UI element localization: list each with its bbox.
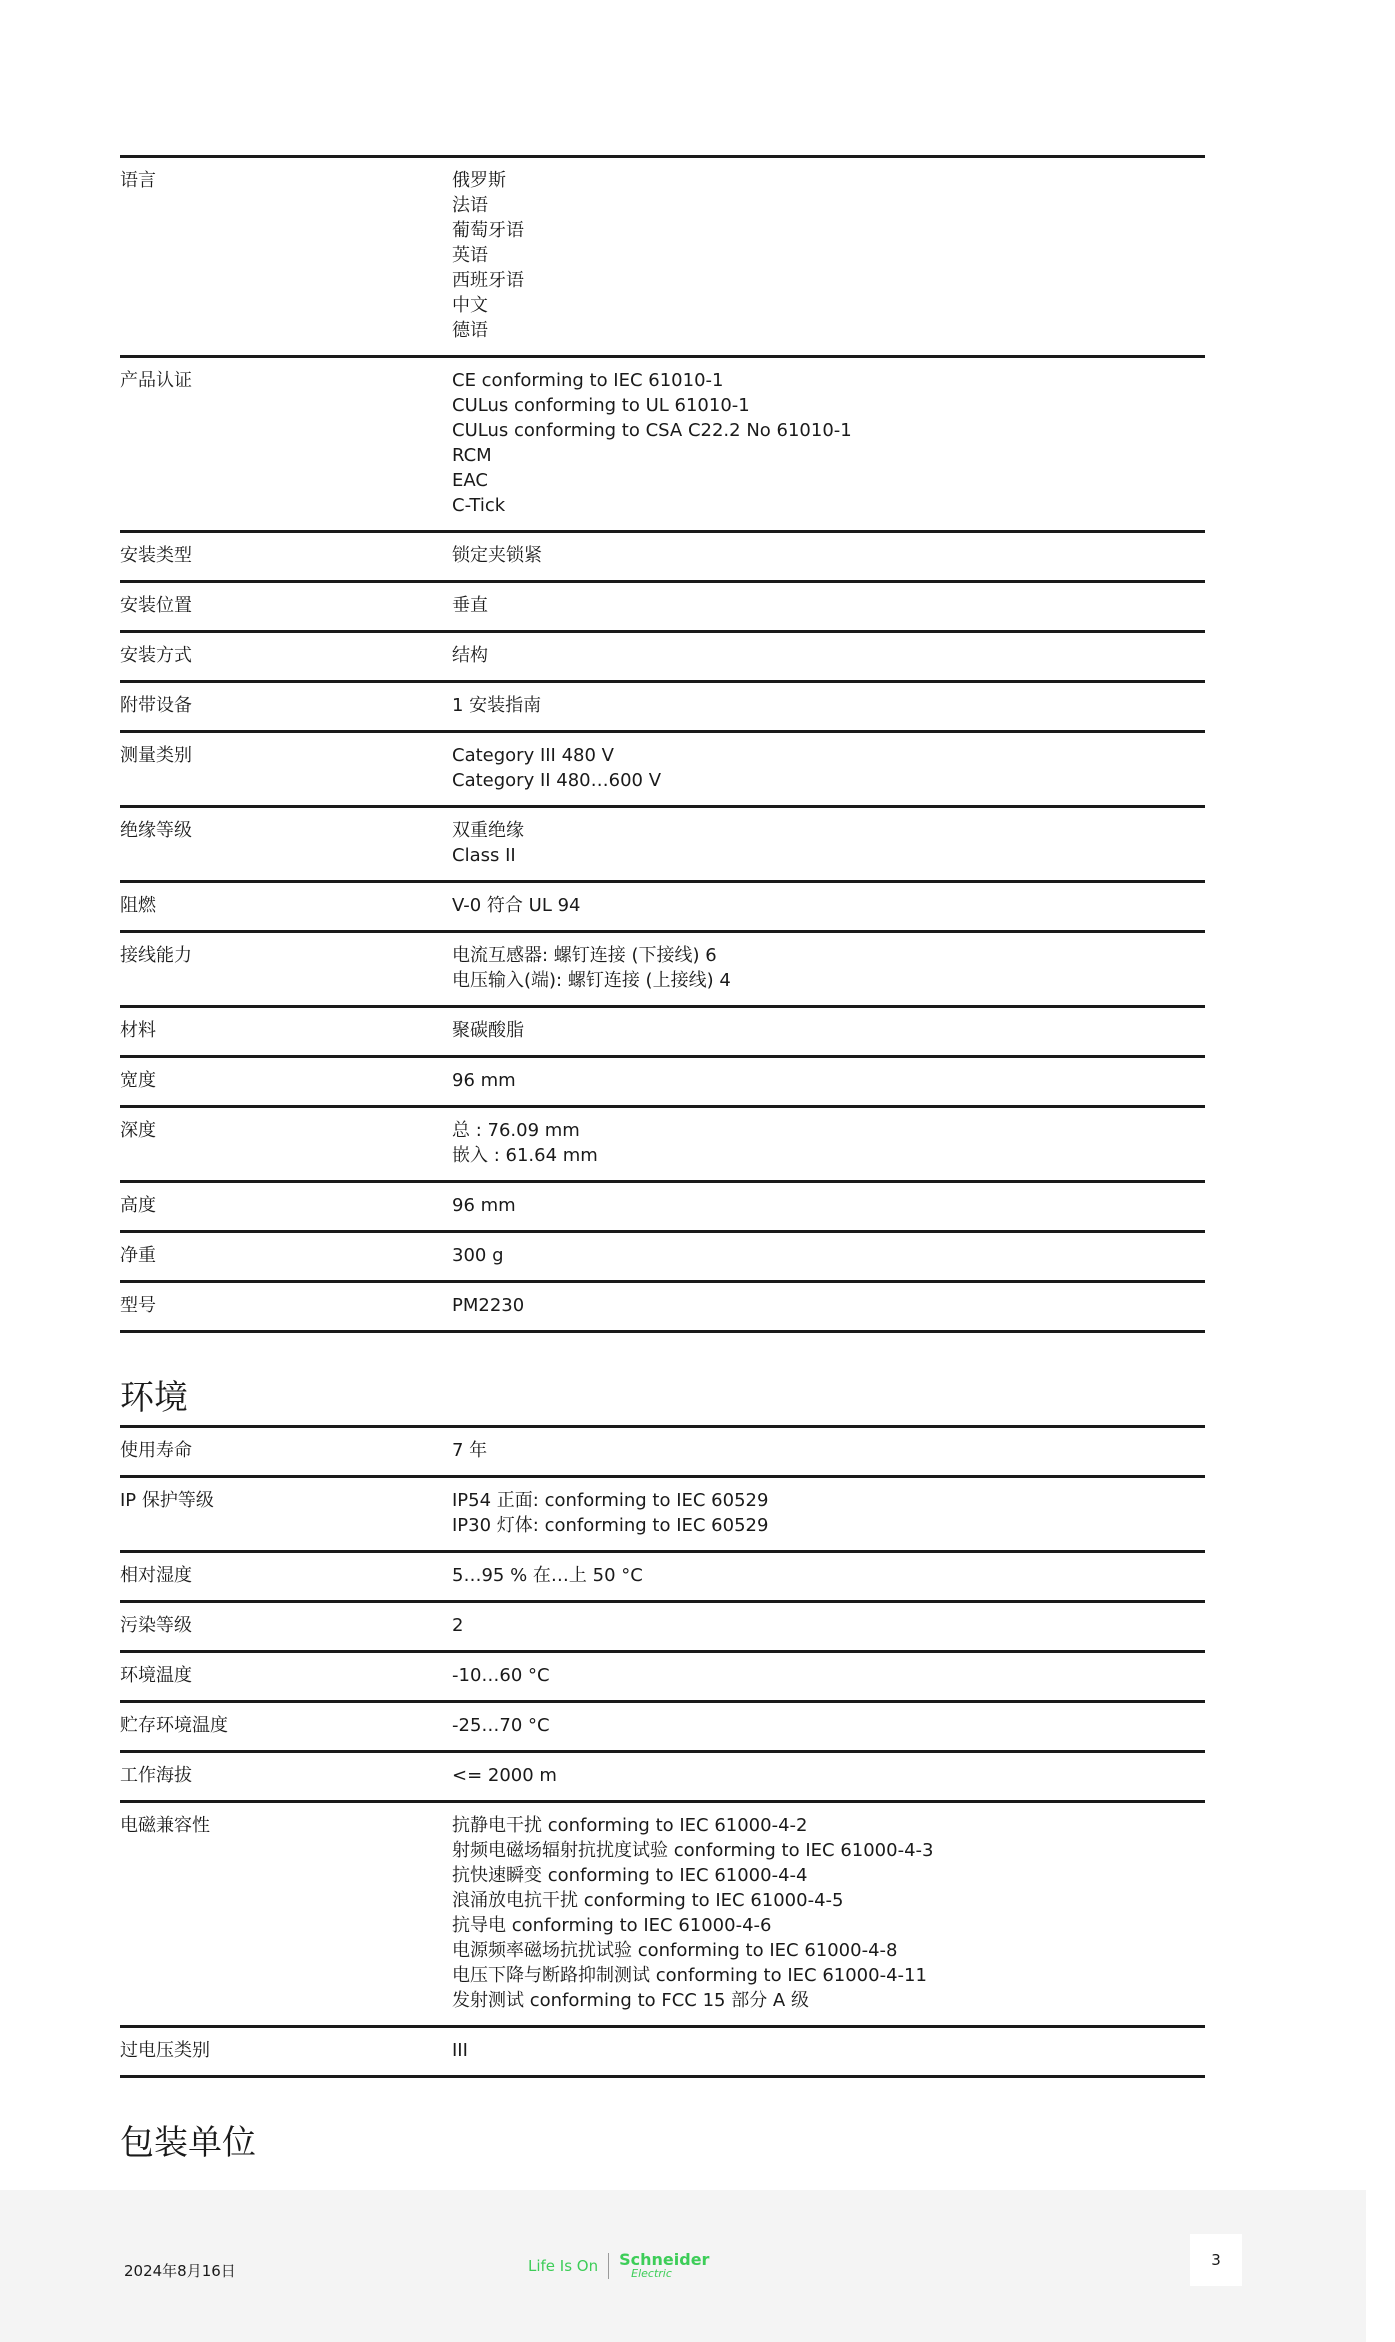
spec-value: EAC	[452, 470, 488, 491]
spec-value: <= 2000 m	[452, 1765, 557, 1786]
spec-values	[452, 1813, 1205, 2013]
spec-value: 德语	[452, 320, 488, 341]
spec-row	[120, 158, 1205, 358]
brand-logo	[528, 2252, 709, 2279]
spec-values	[452, 1293, 1205, 1318]
spec-value: 抗快速瞬变 conforming to IEC 61000-4-4	[452, 1865, 808, 1886]
section-title-environment: 环境	[120, 1378, 188, 1418]
spec-value: CE conforming to IEC 61010-1	[452, 370, 724, 391]
spec-row	[120, 358, 1205, 533]
spec-label: 安装类型	[120, 545, 192, 566]
spec-value: V-0 符合 UL 94	[452, 895, 581, 916]
spec-row	[120, 1603, 1205, 1653]
spec-value: 射频电磁场辐射抗扰度试验 conforming to IEC 61000-4-3	[452, 1840, 934, 1861]
spec-values	[452, 1068, 1205, 1093]
spec-value: 锁定夹锁紧	[452, 545, 542, 566]
spec-value: C-Tick	[452, 495, 506, 516]
spec-values	[452, 1613, 1205, 1638]
brand-divider	[608, 2253, 609, 2279]
spec-label: 语言	[120, 170, 156, 191]
spec-label: 贮存环境温度	[120, 1715, 228, 1736]
spec-value: Class II	[452, 845, 516, 866]
spec-value: 垂直	[452, 595, 488, 616]
spec-value: 96 mm	[452, 1195, 516, 1216]
spec-label: 附带设备	[120, 695, 192, 716]
spec-values	[452, 2038, 1205, 2063]
spec-label: 高度	[120, 1195, 156, 1216]
spec-row	[120, 1703, 1205, 1753]
spec-value: CULus conforming to UL 61010-1	[452, 395, 750, 416]
page-number: 3	[1190, 2234, 1242, 2286]
spec-row	[120, 533, 1205, 583]
spec-label: 相对湿度	[120, 1565, 192, 1586]
spec-row	[120, 1183, 1205, 1233]
section-title-packaging: 包装单位	[120, 2123, 256, 2163]
spec-value: 7 年	[452, 1440, 488, 1461]
spec-row	[120, 2028, 1205, 2078]
spec-value: Category III 480 V	[452, 745, 614, 766]
footer-date: 2024年8月16日	[124, 2262, 236, 2280]
spec-value: 电流互感器: 螺钉连接 (下接线) 6	[452, 945, 717, 966]
spec-value: 浪涌放电抗干扰 conforming to IEC 61000-4-5	[452, 1890, 844, 1911]
spec-value: Category II 480…600 V	[452, 770, 662, 791]
spec-values	[452, 1243, 1205, 1268]
spec-value: 1 安装指南	[452, 695, 542, 716]
spec-value: 英语	[452, 245, 488, 266]
spec-value: 西班牙语	[452, 270, 524, 291]
spec-table-environment	[120, 1425, 1205, 2078]
spec-row	[120, 1008, 1205, 1058]
spec-value: 300 g	[452, 1245, 504, 1266]
spec-value: 5…95 % 在…上 50 °C	[452, 1565, 643, 1586]
spec-row	[120, 583, 1205, 633]
spec-value: -25…70 °C	[452, 1715, 550, 1736]
spec-row	[120, 1058, 1205, 1108]
spec-values	[452, 643, 1205, 668]
spec-label: 产品认证	[120, 370, 192, 391]
spec-row	[120, 1108, 1205, 1183]
spec-label: 绝缘等级	[120, 820, 192, 841]
spec-value: 96 mm	[452, 1070, 516, 1091]
spec-row	[120, 733, 1205, 808]
spec-label: 污染等级	[120, 1615, 192, 1636]
spec-value: 结构	[452, 645, 488, 666]
spec-label: 材料	[120, 1020, 156, 1041]
spec-values	[452, 1563, 1205, 1588]
spec-values	[452, 593, 1205, 618]
spec-values	[452, 693, 1205, 718]
spec-row	[120, 683, 1205, 733]
spec-values	[452, 818, 1205, 868]
spec-value: 双重绝缘	[452, 820, 524, 841]
spec-row	[120, 883, 1205, 933]
spec-value: 发射测试 conforming to FCC 15 部分 A 级	[452, 1990, 809, 2011]
spec-row	[120, 633, 1205, 683]
spec-value: 电源频率磁场抗扰试验 conforming to IEC 61000-4-8	[452, 1940, 898, 1961]
spec-label: 深度	[120, 1120, 156, 1141]
schneider-logo	[619, 2252, 709, 2279]
spec-values	[452, 1763, 1205, 1788]
spec-label: 接线能力	[120, 945, 192, 966]
spec-row	[120, 808, 1205, 883]
spec-label: 净重	[120, 1245, 156, 1266]
spec-label: 使用寿命	[120, 1440, 192, 1461]
spec-row	[120, 1233, 1205, 1283]
spec-row	[120, 933, 1205, 1008]
spec-value: IP54 正面: conforming to IEC 60529	[452, 1490, 769, 1511]
spec-value: 抗导电 conforming to IEC 61000-4-6	[452, 1915, 772, 1936]
spec-values	[452, 1438, 1205, 1463]
spec-values	[452, 943, 1205, 993]
spec-value: RCM	[452, 445, 492, 466]
spec-values	[452, 893, 1205, 918]
logo-line-2: Electric	[631, 2267, 672, 2280]
spec-values	[452, 1663, 1205, 1688]
spec-value: III	[452, 2040, 468, 2061]
spec-label: 宽度	[120, 1070, 156, 1091]
spec-label: 安装方式	[120, 645, 192, 666]
spec-value: 2	[452, 1615, 464, 1636]
spec-row	[120, 1553, 1205, 1603]
spec-value: 中文	[452, 295, 488, 316]
spec-label: 阻燃	[120, 895, 156, 916]
spec-values	[452, 1193, 1205, 1218]
spec-row	[120, 1283, 1205, 1333]
spec-value: 嵌入 : 61.64 mm	[452, 1145, 598, 1166]
spec-value: PM2230	[452, 1295, 525, 1316]
life-is-on-tagline: Life Is On	[528, 2256, 599, 2275]
spec-values	[452, 1713, 1205, 1738]
spec-label: 电磁兼容性	[120, 1815, 210, 1836]
spec-value: 抗静电干扰 conforming to IEC 61000-4-2	[452, 1815, 808, 1836]
spec-value: IP30 灯体: conforming to IEC 60529	[452, 1515, 769, 1536]
spec-value: CULus conforming to CSA C22.2 No 61010-1	[452, 420, 852, 441]
spec-label: 工作海拔	[120, 1765, 192, 1786]
spec-values	[452, 1118, 1205, 1168]
spec-value: 葡萄牙语	[452, 220, 524, 241]
spec-label: 过电压类别	[120, 2040, 210, 2061]
spec-value: 俄罗斯	[452, 170, 506, 191]
spec-values	[452, 168, 1205, 343]
spec-value: 聚碳酸脂	[452, 1020, 524, 1041]
spec-table-product	[120, 155, 1205, 1333]
document-content	[120, 155, 1205, 2170]
spec-label: IP 保护等级	[120, 1490, 214, 1511]
spec-row	[120, 1478, 1205, 1553]
spec-value: -10…60 °C	[452, 1665, 550, 1686]
spec-values	[452, 743, 1205, 793]
spec-row	[120, 1753, 1205, 1803]
spec-values	[452, 1488, 1205, 1538]
logo-line-1: Schneider	[619, 2250, 710, 2269]
spec-values	[452, 1018, 1205, 1043]
spec-row	[120, 1428, 1205, 1478]
spec-value: 电压输入(端): 螺钉连接 (上接线) 4	[452, 970, 731, 991]
spec-value: 总 : 76.09 mm	[452, 1120, 580, 1141]
spec-values	[452, 543, 1205, 568]
spec-value: 电压下降与断路抑制测试 conforming to IEC 61000-4-11	[452, 1965, 927, 1986]
spec-label: 型号	[120, 1295, 156, 1316]
page-footer	[0, 2190, 1366, 2342]
spec-value: 法语	[452, 195, 488, 216]
spec-row	[120, 1803, 1205, 2028]
spec-label: 环境温度	[120, 1665, 192, 1686]
spec-values	[452, 368, 1205, 518]
spec-label: 测量类别	[120, 745, 192, 766]
spec-label: 安装位置	[120, 595, 192, 616]
spec-row	[120, 1653, 1205, 1703]
